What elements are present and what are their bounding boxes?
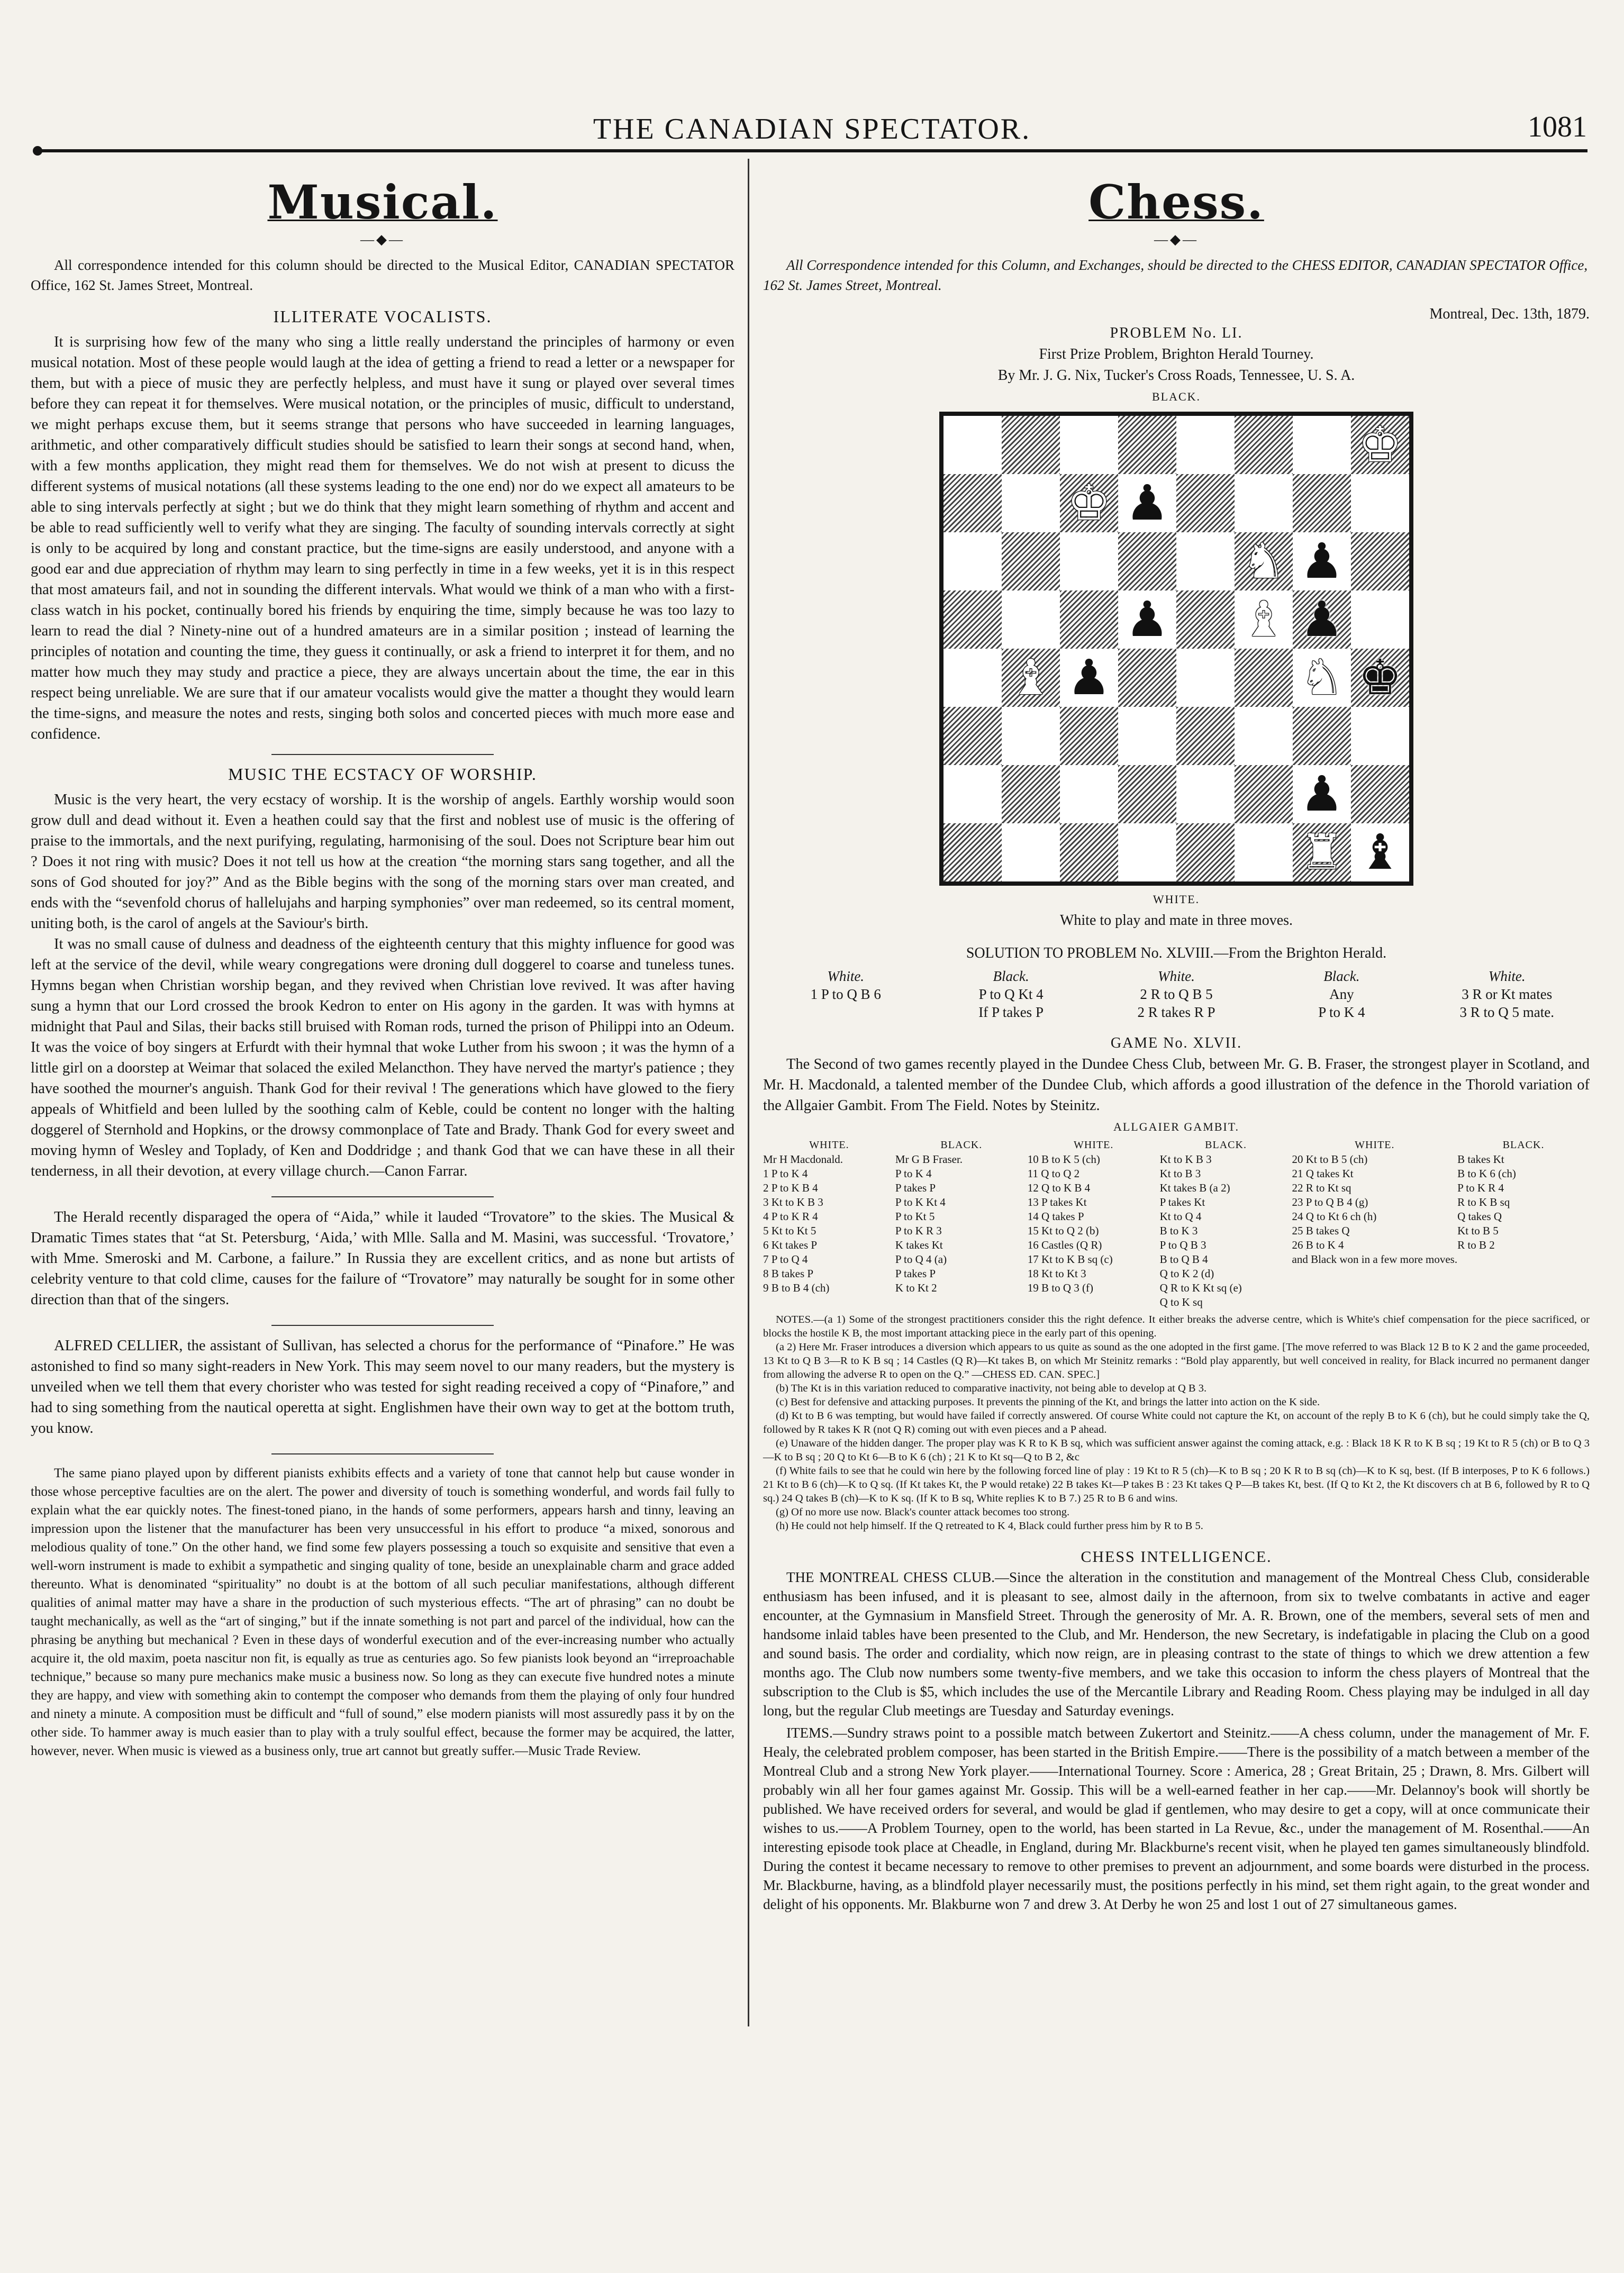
game-move: 12 Q to K B 4 [1027,1181,1091,1194]
game-move: B to Q B 4 [1159,1253,1208,1266]
piano-paragraph: The same piano played upon by different pianists exhibits effects and a variety of tone that cannot help but cause wonder in those whose perceptive faculties are on the alert. The power and diversity of touch is something wonderful, and words fail fully to explain what the ear quickly notes. The finest-toned piano, in the hands of some performers, appears harsh and tinny, leaving an impression upon the listener that the manufacturer has been very unsuccessful in his effort to produce “a mixed, sonorous and melodious quality of tone.” On the other hand, we find some few players possessing a touch so exquisite and sensitive that even a well-worn instrument is made to exhibit a sympathetic and singing quality of tone, beside an unexplainable charm and grace added thereunto. What is denominated “spirituality” no doubt is at the bottom of all such peculiar manifestations, although different qualities of animal matter may have a share in the production of such mysterious effects. “The art of phrasing” can no doubt be taught mechanically, as well as the “art of singing,” but if the innate something is not part and parcel of the individual, how can the phrasing be anything but mechanical ? Even in these days of wonderful execution and of the ever-increasing number who actually acquire it, the old maxim, poeta nascitur non fit, is equally as true as centuries ago. So few pianists look beyond an “irreproachable technique,” because so many pure mechanics make music a business now. So long as they can execute five hundred notes a minute they are happy, and view with something akin to contempt the composer who demands from them the playing of only four hundred and ninety a minute. A composition must be difficult and “full of sound,” else modern pianists will most assuredly pass it by on the other side. To hammer away is much easier than to play with a truly soulful effect, because the former may be acquired, the latter, however, never. When music is viewed as a business only, true art cannot but greatly suffer.—Music Trade Review. [31,1466,734,1758]
game-note: (d) Kt to B 6 was tempting, but would have failed if correctly answered. Of course White could not capture the Kt, on account of the reply B to K 6 (ch), but he could simply take the Q, followed by R takes K R (not Q R) coming out with even pieces and a P ahead. [763,1410,1590,1435]
game-move: Mr G B Fraser. [895,1153,963,1166]
game-move: Kt to B 5 [1457,1224,1499,1237]
black-pawn-icon: ♟ [1300,766,1344,822]
game-move [1028,1295,1160,1310]
game-move: 2 P to K B 4 [763,1181,818,1194]
chess-column [763,159,1590,1914]
game-caption: ALLGAIER GAMBIT. [1113,1120,1240,1133]
board-square [1176,474,1235,532]
divider [271,1453,494,1454]
game-move: P takes P [895,1181,936,1194]
aida-paragraph: The Herald recently disparaged the opera of “Aida,” while it lauded “Trovatore” to the skies. The Musical & Dramatic Times states that “at St. Petersburg, ‘Aida,’ with Mlle. Salla and M. Masini, was successful. ‘Trovatore,’ with Mme. Smeroski and M. Carbone, a failure.” In Russia they are excellent critics, and as none but artists of celebrity venture to that cold clime, causes for the failure of “Trovatore” may naturally be sought for in some other direction than that of the singers. [31,1209,734,1308]
black-pawn-icon: ♟ [1300,591,1344,648]
musical-notice: All correspondence intended for this column should be directed to the Musical Editor, CANADIAN SPECTATOR Office, 162 St. James Street, Montreal. [31,257,734,293]
white-bishop-icon: ♝ [1241,591,1286,648]
board-square [1060,590,1118,649]
game-move: 9 B to B 4 (ch) [763,1281,830,1294]
white-king-icon: ♚ [1358,416,1402,473]
game-move: 23 P to Q B 4 (g) [1292,1196,1368,1208]
board-square [1060,416,1118,474]
game-move: 4 P to K R 4 [763,1210,818,1223]
board-square [1235,765,1293,823]
divider [271,1325,494,1326]
game-column-header: WHITE. [1355,1139,1395,1151]
masthead: THE CANADIAN SPECTATOR. [593,113,1031,146]
game-note: (a 2) Here Mr. Fraser introduces a diversion which appears to us quite as sound as the one adopted in the first game. [The move referred to was Black 12 B to K 2 and the game proceeded, 13 Kt to Q B 3—R to K B sq ; 14 Castles (Q R)—Kt takes B, on which Mr Steinitz remarks : “Bold play apparently, but well conceived in reality, for Black incurred no permanent danger from allowing the adverse R to open on the Q.” —CHESS ED. CAN. SPEC.] [763,1341,1590,1380]
board-square [1351,590,1409,649]
game-move: Q to K sq [1159,1296,1203,1308]
board-square [1235,649,1293,707]
problem-author: By Mr. J. G. Nix, Tucker's Cross Roads, Tennessee, U. S. A. [997,367,1355,384]
board-square [943,649,1002,707]
game-move [763,1295,895,1310]
article-paragraph: Music is the very heart, the very ecstacy of worship. It is the worship of angels. Earthly worship would soon grow dull and dead without it. Even a heathen could say that the first and noblest use of music is the offering of praise to the immortals, and the next purifying, regulating, harmonising of the soul. Does not Scripture bear him out ? Does it not ring with music? Does it not tell us how at the creation “the morning stars sang together, and all the sons of God shouted for joy?” And as the Bible begins with the song of the morning stars over man created, and ends with the “sevenfold chorus of hallelujahs and harping symphonies” over man redeemed, so its central moment, uniting both, is the carol of angels at the Saviour's birth. [31,792,734,932]
game-move: P takes P [895,1267,936,1280]
game-move: 8 B takes P [763,1267,814,1280]
board-square [1002,823,1060,881]
game-move: Kt to B 3 [1159,1167,1201,1180]
board-square [1235,416,1293,474]
game-title: GAME No. XLVII. [1110,1035,1242,1051]
board-label-black: BLACK. [1151,390,1201,403]
board-square [1060,765,1118,823]
solution-title: SOLUTION TO PROBLEM No. XLVIII.—From the Brighton Herald. [966,945,1387,961]
game-move: 13 P takes Kt [1027,1196,1087,1208]
board-square [1293,474,1351,532]
game-move: 6 Kt takes P [763,1239,818,1251]
board-square [1002,765,1060,823]
solution-cell: P to Q Kt 4 [978,986,1044,1002]
game-note: (f) White fails to see that he could win here by the following forced line of play : 19 Kt to R 5 (ch)—K to B sq ; 20 K R to B sq (ch)—K to K sq, best. (If B interposes, P to K 6 follows.) 21 Kt to B 6 (ch)—K to Q sq. (If Kt takes Kt, the P would retake) 22 B takes Kt—P takes B : 23 Kt takes Q P—B takes Kt, best. (If Q to Kt 2, the Kt discovers ch at B 6, followed by R to Q sq.) 24 Q takes B (ch)—K to K sq. (If K to B sq, White replies K to B 7.) 25 R to B 6 and wins. [763,1465,1590,1504]
game-column-header: BLACK. [1205,1139,1247,1151]
game-move [1457,1267,1590,1281]
board-square [943,474,1002,532]
game-move: 3 Kt to K B 3 [763,1196,823,1208]
board-square [943,765,1002,823]
board-square [1176,416,1235,474]
board-square [943,707,1002,765]
problem-stipulation: White to play and mate in three moves. [1059,912,1293,929]
solution-cell: 3 R to Q 5 mate. [1459,1004,1555,1020]
game-move: Q to K 2 (d) [1159,1267,1214,1280]
page-number: 1081 [1528,111,1587,143]
board-square [1002,532,1060,590]
chess-ornament: —◆— [1154,232,1199,247]
game-move: P to K 4 [895,1167,932,1180]
white-knight-icon: ♞ [1300,649,1344,706]
game-move [1457,1295,1590,1310]
game-move: 5 Kt to Kt 5 [763,1224,816,1237]
game-move: B takes Kt [1457,1153,1504,1166]
board-square [1176,532,1235,590]
game-column-header: WHITE. [1073,1139,1114,1151]
game-note: (h) He could not help himself. If the Q retreated to K 4, Black could further press him by R to B 5. [776,1520,1203,1532]
intelligence-paragraph: THE MONTREAL CHESS CLUB.—Since the alteration in the constitution and management of the Montreal Chess Club, considerable enthusiasm has been infused, and it is pleasant to see, almost daily in the afternoon, from six to twelve combatants in active and eager encounter, at the Gymnasium in Mansfield Street. Through the generosity of Mr. A. R. Brown, one of the members, several sets of men and handsome inlaid tables have been presented to the Club, and Mr. Henderson, the new Secretary, is indefatigable in placing the Club on a good and sound basis. The order and cordiality, which now reign, are in pleasing contrast to the state of things to which we drew attention a few months ago. The Club now numbers some twenty-five members, and we take this occasion to inform the chess players of Montreal that the subscription to the Club is $5, which includes the use of the Mercantile Library and Reading Room. Chess playing may be indulged in all day long, but the regular Club meetings are Tuesday and Saturday evenings. [763,1569,1590,1719]
chess-notice: All Correspondence intended for this Column, and Exchanges, should be directed to the CHESS EDITOR, CANADIAN SPECTATOR Office, 162 St. James Street, Montreal. [763,257,1588,293]
solution-cell [763,1003,928,1021]
article-title-illiterate: ILLITERATE VOCALISTS. [273,307,492,326]
solution-cell: P to K 4 [1318,1004,1365,1020]
board-square [1002,707,1060,765]
game-move [895,1295,1028,1310]
game-move: P to K R 3 [895,1224,942,1237]
top-rule [37,149,1587,152]
board-square [1293,707,1351,765]
game-move: Mr H Macdonald. [763,1153,843,1166]
black-bishop-icon: ♝ [1358,824,1402,880]
board-square [943,416,1002,474]
problem-number: PROBLEM No. LI. [1110,325,1243,341]
game-note: NOTES.—(a 1) Some of the strongest practitioners consider this the right defence. It either breaks the adverse centre, which is White's chief compensation for the piece sacrificed, or blocks the hostile K B, the most important attacking piece in the early part of this opening. [763,1314,1590,1339]
musical-heading: Musical. [267,175,498,230]
game-move: 7 P to Q 4 [763,1253,808,1266]
intelligence-paragraph: ITEMS.—Sundry straws point to a possible match between Zukertort and Steinitz.——A chess column, under the management of Mr. F. Healy, the celebrated problem composer, has been started in the British Empire.——There is the possibility of a match between a member of the Montreal Club and a strong New York player.——International Tourney. Score : America, 28 ; Great Britain, 25 ; Drawn, 8. Mrs. Gilbert will probably win all her four games against Mr. Gossip. This will be a well-earned feather in her cap.——Mr. Delannoy's book will shortly be published. We have received orders for several, and would be glad if gentlemen, who may desire to get a copy, will at once communicate their wishes to us.——A Problem Tourney, open to the world, has been started in La Revue, &c., under the management of M. Rosenthal.——An interesting episode took place at Cheadle, in England, during Mr. Blackburne's recent visit, when he played ten games simultaneously blindfold. During the contest it became necessary to remove to other premises to prevent an adjournment, and some boards were disturbed in the process. Mr. Blackburne, having, as a blindfold player necessarily must, the positions perfectly in his mind, set them right again, to the great wonder and delight of his opponents. Mr. Blakburne won 7 and drew 3. At Derby he won 25 and lost 1 out of 27 simultaneous games. [763,1725,1590,1912]
board-square [943,823,1002,881]
black-pawn-icon: ♟ [1067,649,1111,706]
game-intro: The Second of two games recently played in the Dundee Chess Club, between Mr. G. B. Fraser, the strongest player in Scotland, and Mr. H. Macdonald, a talented member of the Dundee Club, which affords a good illustration of the defence in the Thorold variation of the Allgaier Gambit. From The Field. Notes by Steinitz. [763,1056,1590,1114]
game-column-header: BLACK. [1502,1139,1545,1151]
solution-cell: Any [1329,986,1354,1002]
game-move: 19 B to Q 3 (f) [1027,1281,1093,1294]
chess-heading: Chess. [1088,175,1264,230]
game-move [1457,1281,1590,1295]
divider [271,1196,494,1197]
white-knight-icon: ♞ [1241,533,1286,589]
board-square [1002,416,1060,474]
board-square [1176,590,1235,649]
black-pawn-icon: ♟ [1125,591,1169,648]
game-move: 11 Q to Q 2 [1027,1167,1080,1180]
game-move: K to Kt 2 [895,1281,937,1294]
board-square [1060,707,1118,765]
solution-cell: 2 R to Q B 5 [1140,986,1213,1002]
board-square [1060,532,1118,590]
game-move: 22 R to Kt sq [1292,1181,1351,1194]
game-move: 15 Kt to Q 2 (b) [1027,1224,1099,1237]
game-move: P to Q B 3 [1159,1239,1206,1251]
black-king-icon: ♚ [1358,649,1402,706]
game-move: P to K Kt 4 [895,1196,946,1208]
game-move: 26 B to K 4 [1292,1239,1344,1251]
game-note: (b) The Kt is in this variation reduced to comparative inactivity, not being able to develop at Q B 3. [776,1383,1207,1394]
game-move: Kt to K B 3 [1159,1153,1212,1166]
game-column-header: BLACK. [940,1139,983,1151]
board-square [943,532,1002,590]
game-move: 10 B to K 5 (ch) [1027,1153,1100,1166]
dateline: Montreal, Dec. 13th, 1879. [1429,306,1590,322]
board-square [1118,823,1176,881]
game-move: 20 Kt to B 5 (ch) [1292,1153,1368,1166]
white-rook-icon: ♜ [1300,824,1344,880]
board-square [1002,474,1060,532]
game-move: B to K 3 [1159,1224,1198,1237]
game-move: 21 Q takes Kt [1292,1167,1354,1180]
game-moves-table [763,1138,1590,1310]
musical-column [31,159,734,1760]
game-move [1292,1295,1458,1310]
game-move: P to Kt 5 [895,1210,935,1223]
board-label-white: WHITE. [1153,893,1200,906]
white-king-icon: ♚ [1067,475,1111,531]
board-square [1118,649,1176,707]
board-square [1176,823,1235,881]
game-move: 18 Kt to Kt 3 [1027,1267,1086,1280]
game-move: K takes Kt [895,1239,943,1251]
game-move: 25 B takes Q [1292,1224,1350,1237]
board-square [1235,474,1293,532]
board-square [1176,649,1235,707]
game-move: B to K 6 (ch) [1457,1167,1516,1180]
black-pawn-icon: ♟ [1300,533,1344,589]
game-move: P takes Kt [1159,1196,1205,1208]
cellier-paragraph: ALFRED CELLIER, the assistant of Sullivan, has selected a chorus for the performance of “Pinafore.” He was astonished to find so many sight-readers in New York. This may seem novel to our many readers, but the mystery is unveiled when we tell them that every chorister who was tested for sight reading received a copy of “Pinafore,” and had to sing something from the nautical operetta at sight. Englishmen have their own way to get at the bottom truth, you know. [31,1338,734,1436]
board-square [1351,532,1409,590]
article-paragraph: It was no small cause of dulness and deadness of the eighteenth century that this mighty influence for good was left at the service of the devil, while weary congregations were droning dull doggerel to coarse and tuneless tunes. Hymns began when Christian worship began, and they revived when Christian love revived. It was after having sung a hymn that our Lord crossed the brook Kedron to enter on His agony in the garden. It was with hymns at midnight that Paul and Silas, their backs still bruised with Roman rods, turned the prison of Philippi into an Odeum. It was the voice of boy singers at Erfurdt with their hymnal that woke Luther from his swoon ; it was the hymn of a little girl on a doorstep at Weimar that solaced the exiled Melancthon. They have nerved the martyr's patience ; they have soothed the mourner's anguish. Thank God for their revival ! The generations which have glowed to the fiery appeals of Whitfield and been lulled by the soothing calm of Keble, could be content no longer with the halting doggerel of Sternhold and Hopkins, or the drowsy commonplace of Tate and Brady. Thank God for every sweet and moving hymn of Wesley and Toplady, of Ken and Doddridge ; and thank God that we can have these in all their tenderness, in all their devotion, at every village church.—Canon Farrar. [31,936,734,1179]
board-square [1002,590,1060,649]
article-paragraph: It is surprising how few of the many who sing a little really understand the principles of harmony or even musical notation. Most of these people would laugh at the idea of getting a friend to read a letter or a newspaper for them, but with a piece of music they are perfectly helpless, and must have it sung or played over several times before they can repeat it for themselves. Were musical notation, or the principles of music, difficult to understand, we might perhaps excuse them, but it seems strange that persons who have succeeded in learning languages, arithmetic, and other comparatively difficult studies should be satisfied to learn their songs at second hand, when, with a few months application, they might read them for themselves. We do not wish at present to dicuss the different systems of musical notations (all these systems leading to the one end) nor do we expect all amateurs to be able to sing intervals perfectly at sight ; but we do think that they might learn something of rhythm and accent and be able to read sufficiently well to verify what they are singing. The faculty of sounding intervals correctly at sight is only to be acquired by long and constant practice, but the time-signs are easily understood, and anyone with a good ear and due appreciation of rhythm may learn to sing perfectly in time in a few weeks, yet it is in this respect that most amateurs fail, and not in sounding the different intervals. What would we think of a man who with a first-class watch in his pocket, continually bored his friends by enquiring the time, simply because he was too lazy to learn to read the dial ? Ninety-nine out of a hundred amateurs are in a similar position ; instead of learning the principles of notation and counting the time, they guess it continually, or ask a friend to interpret it for them, and no matter how much they may study and practice a piece, they are always uncertain about the time, the ear in this respect being unreliable. We are sure that if our amateur vocalists would give the matter a thought they would learn the time-signs, and measure the notes and rests, singing both solos and concerted pieces with much more ease and confidence. [31,334,734,742]
game-move: P to K R 4 [1457,1181,1504,1194]
solution-cell: If P takes P [978,1004,1044,1020]
chess-board [939,412,1413,886]
game-move: 1 P to K 4 [763,1167,808,1180]
game-move [1292,1281,1458,1295]
article-title-worship: MUSIC THE ECSTACY OF WORSHIP. [228,765,537,784]
game-move: Q takes Q [1457,1210,1502,1223]
board-square [1118,416,1176,474]
board-square [1235,707,1293,765]
divider [271,754,494,755]
solution-header: Black. [1323,968,1360,984]
game-move: Kt to Q 4 [1159,1210,1202,1223]
intelligence-title: CHESS INTELLIGENCE. [1081,1548,1272,1566]
board-square [1060,823,1118,881]
board-square [1176,765,1235,823]
game-move: 16 Castles (Q R) [1027,1239,1102,1251]
game-notes [763,1313,1590,1533]
game-move: and Black won in a few more moves. [1292,1253,1458,1266]
solution-cell: 3 R or Kt mates [1462,986,1553,1002]
solution-cell: 1 P to Q B 6 [810,986,881,1002]
game-move: Kt takes B (a 2) [1159,1181,1230,1194]
white-bishop-icon: ♝ [1009,649,1053,706]
board-square [1235,823,1293,881]
game-move: Q R to K Kt sq (e) [1159,1281,1242,1294]
game-note: (e) Unaware of the hidden danger. The proper play was K R to K B sq, which was sufficient answer against the coming attack, e.g. : Black 18 K R to K B sq ; 19 Kt to R 5 (ch) or B to Q 3—K to B sq ; 20 Q to Kt 6—B to K 6 (ch) ; 21 K to Kt sq—Q to B 2, &c [763,1438,1590,1463]
solution-header: White. [1488,968,1526,984]
game-column-header: WHITE. [809,1139,849,1151]
black-pawn-icon: ♟ [1125,475,1169,531]
game-note: (g) Of no more use now. Black's counter attack becomes too strong. [776,1506,1070,1518]
solution-header: White. [1158,968,1195,984]
board-square [1351,765,1409,823]
solution-header: White. [827,968,865,984]
game-move: 24 Q to Kt 6 ch (h) [1292,1210,1377,1223]
problem-award: First Prize Problem, Brighton Herald Tourney. [1039,346,1314,362]
board-square [1176,707,1235,765]
top-rule-ornament [33,146,42,156]
game-move [1292,1267,1458,1281]
game-move [1457,1252,1590,1267]
musical-ornament: —◆— [360,232,405,247]
game-move: P to Q 4 (a) [895,1253,947,1266]
board-square [1118,765,1176,823]
board-square [1118,707,1176,765]
game-move: R to K B sq [1457,1196,1510,1208]
solution-table [763,967,1590,1021]
board-square [943,590,1002,649]
solution-header: Black. [993,968,1029,984]
board-square [1118,532,1176,590]
game-move: R to B 2 [1457,1239,1495,1251]
game-move: 14 Q takes P [1027,1210,1084,1223]
game-move: 17 Kt to K B sq (c) [1027,1253,1113,1266]
board-square [1351,474,1409,532]
solution-cell: 2 R takes R P [1137,1004,1215,1020]
game-note: (c) Best for defensive and attacking purposes. It prevents the pinning of the Kt, and brings the latter into action on the K side. [776,1396,1320,1408]
board-square [1293,416,1351,474]
board-square [1351,707,1409,765]
column-divider [748,159,749,2026]
